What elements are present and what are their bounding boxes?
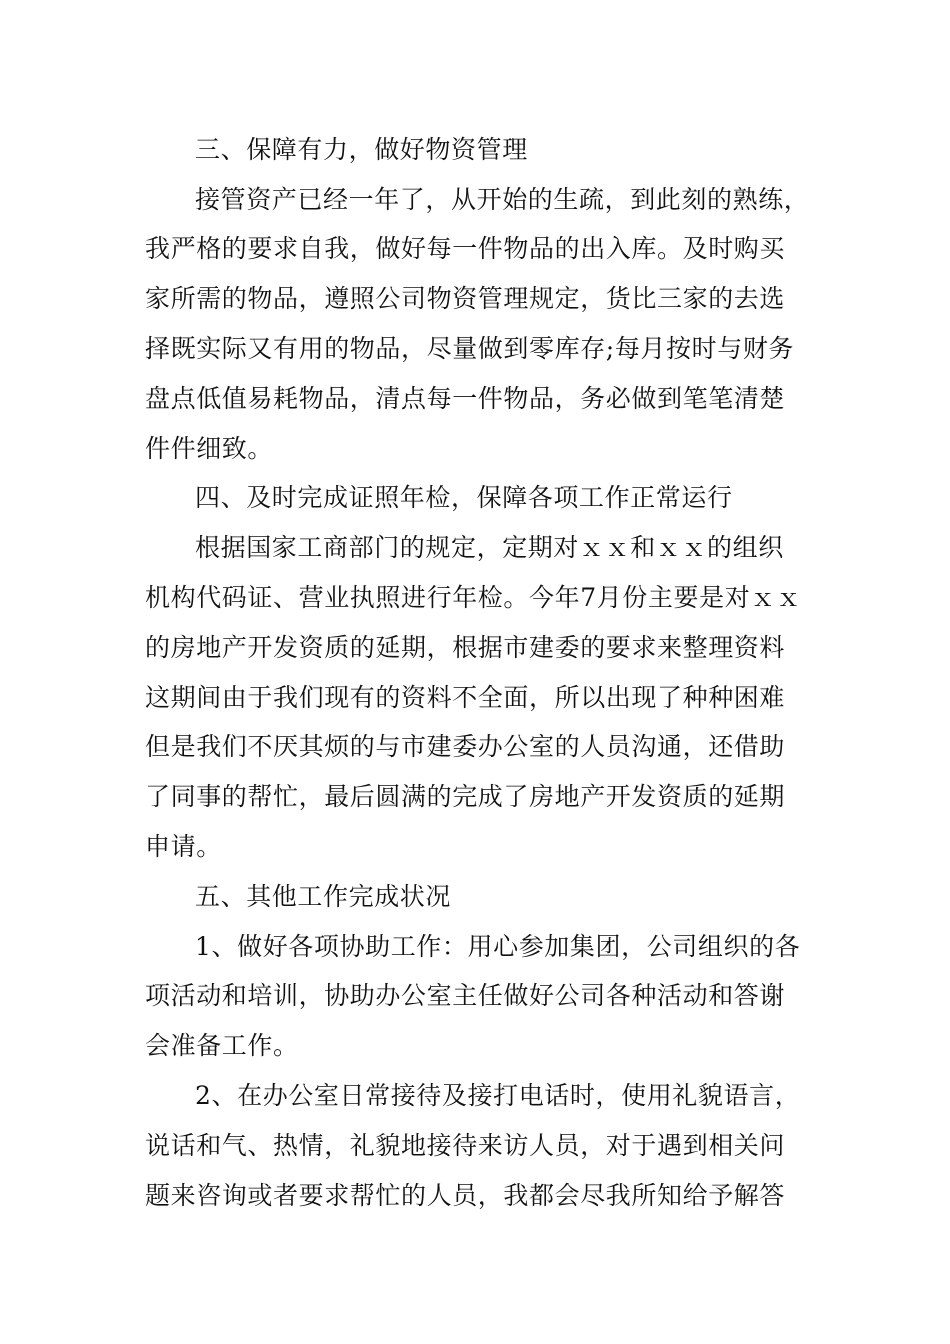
paragraph-line: 说话和气、热情，礼貌地接待来访人员，对于遇到相关问 bbox=[145, 1131, 786, 1160]
paragraph-line: 会准备工作。 bbox=[145, 1031, 299, 1060]
paragraph-line: 题来咨询或者要求帮忙的人员，我都会尽我所知给予解答 bbox=[145, 1181, 786, 1210]
paragraph-line: 机构代码证、营业执照进行年检。今年7月份主要是对ｘｘ bbox=[145, 583, 802, 612]
paragraph-line: 这期间由于我们现有的资料不全面，所以出现了种种困难 bbox=[145, 683, 786, 712]
paragraph-line: 1、做好各项协助工作：用心参加集团，公司组织的各 bbox=[195, 932, 801, 961]
paragraph-line: 了同事的帮忙，最后圆满的完成了房地产开发资质的延期 bbox=[145, 782, 786, 811]
paragraph-line: 根据国家工商部门的规定，定期对ｘｘ和ｘｘ的组织 bbox=[195, 533, 784, 562]
paragraph-line: 但是我们不厌其烦的与市建委办公室的人员沟通，还借助 bbox=[145, 732, 786, 761]
paragraph-line: 2、在办公室日常接待及接打电话时，使用礼貌语言， bbox=[195, 1081, 801, 1110]
paragraph-line: 家所需的物品，遵照公司物资管理规定，货比三家的去选 bbox=[145, 284, 786, 313]
paragraph-line: 接管资产已经一年了，从开始的生疏，到此刻的熟练， bbox=[195, 185, 810, 214]
section-heading-5: 五、其他工作完成状况 bbox=[195, 882, 452, 911]
section-heading-3: 三、保障有力，做好物资管理 bbox=[195, 135, 528, 164]
paragraph-line: 申请。 bbox=[145, 832, 222, 861]
section-heading-4: 四、及时完成证照年检，保障各项工作正常运行 bbox=[195, 483, 733, 512]
paragraph-line: 我严格的要求自我，做好每一件物品的出入库。及时购买 bbox=[145, 234, 786, 263]
paragraph-line: 件件细致。 bbox=[145, 434, 274, 463]
paragraph-line: 项活动和培训，协助办公室主任做好公司各种活动和答谢 bbox=[145, 981, 786, 1010]
paragraph-line: 盘点低值易耗物品，清点每一件物品，务必做到笔笔清楚 bbox=[145, 384, 786, 413]
paragraph-line: 择既实际又有用的物品，尽量做到零库存;每月按时与财务 bbox=[145, 334, 795, 363]
paragraph-line: 的房地产开发资质的延期，根据市建委的要求来整理资料 bbox=[145, 633, 786, 662]
